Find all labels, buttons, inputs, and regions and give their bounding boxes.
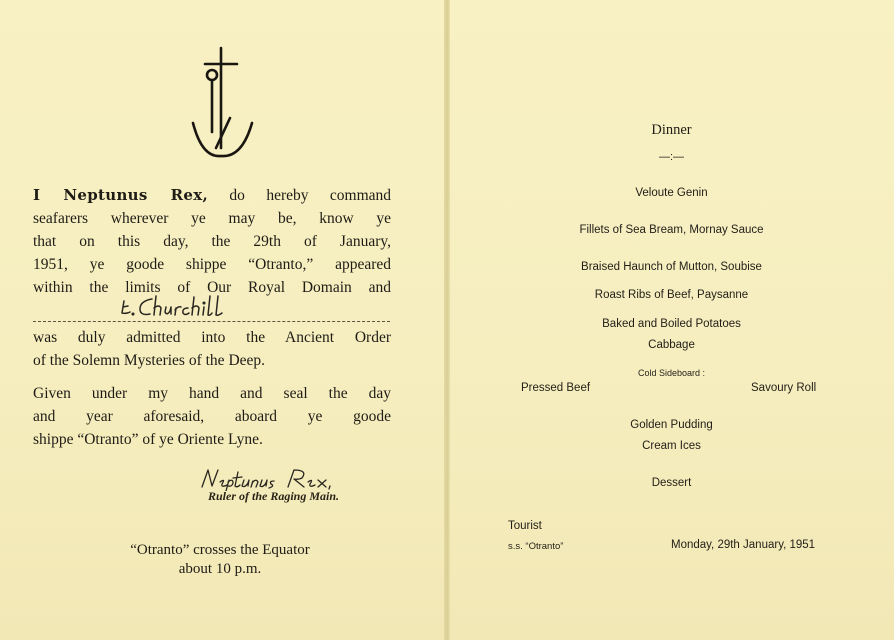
menu-sideboard-label: Cold Sideboard :: [637, 368, 706, 378]
menu-item-ribs: Roast Ribs of Beef, Paysanne: [594, 289, 749, 301]
proclamation-line: within the limits of Our Royal Domain and: [33, 279, 391, 296]
handwritten-name-signature: [118, 291, 258, 325]
menu-footer-class: Tourist: [508, 520, 542, 532]
proclamation-line: 1951, ye goode shippe “Otranto,” appeared: [33, 256, 391, 273]
menu-item-dessert: Dessert: [651, 477, 692, 489]
menu-footer-date: Monday, 29th January, 1951: [671, 539, 816, 551]
proclamation-line: seafarers wherever ye may be, know ye: [33, 210, 391, 227]
neptunus-rex-signature: [196, 467, 356, 491]
proclamation-paragraph: [33, 184, 391, 299]
equator-time: about 10 p.m.: [178, 561, 262, 577]
menu-item-fish: Fillets of Sea Bream, Mornay Sauce: [579, 224, 764, 236]
proclamation-line: of the Solemn Mysteries of the Deep.: [33, 352, 266, 369]
menu-item-soup: Veloute Genin: [635, 187, 708, 199]
proclamation-line: that on this day, the 29th of January,: [33, 233, 391, 250]
menu-item-ices: Cream Ices: [642, 440, 701, 452]
menu-footer-ship: s.s. “Otranto”: [508, 541, 564, 552]
proclamation-line: and year aforesaid, aboard ye goode: [33, 408, 391, 425]
equator-line: “Otranto” crosses the Equator: [130, 542, 310, 558]
ruler-of-raging-main: Ruler of the Raging Main.: [208, 489, 340, 503]
proclamation-line: was duly admitted into the Ancient Order: [33, 329, 391, 346]
menu-item-savoury-roll: Savoury Roll: [751, 382, 817, 394]
menu-item-pudding: Golden Pudding: [630, 419, 713, 431]
menu-item-cabbage: Cabbage: [648, 339, 695, 351]
menu-item-potatoes: Baked and Boiled Potatoes: [602, 318, 741, 330]
dotted-signature-line: [33, 321, 390, 322]
proclamation-paragraph: [33, 326, 391, 372]
proclamation-text: do hereby command: [229, 187, 392, 204]
proclamation-line: Given under my hand and seal the day: [33, 385, 391, 402]
menu-item-haunch: Braised Haunch of Mutton, Soubise: [581, 261, 762, 273]
proclamation-line: shippe “Otranto” of ye Oriente Lyne.: [33, 431, 263, 448]
menu-item-pressed-beef: Pressed Beef: [521, 382, 591, 394]
menu-title: Dinner: [651, 122, 692, 138]
menu-divider: —:—: [658, 151, 685, 163]
neptunus-rex-title: I Neptunus Rex,: [33, 186, 209, 204]
anchor-icon: [186, 44, 258, 160]
proclamation-line: [33, 184, 391, 207]
proclamation-paragraph: [33, 382, 391, 451]
equator-note: [60, 541, 380, 579]
